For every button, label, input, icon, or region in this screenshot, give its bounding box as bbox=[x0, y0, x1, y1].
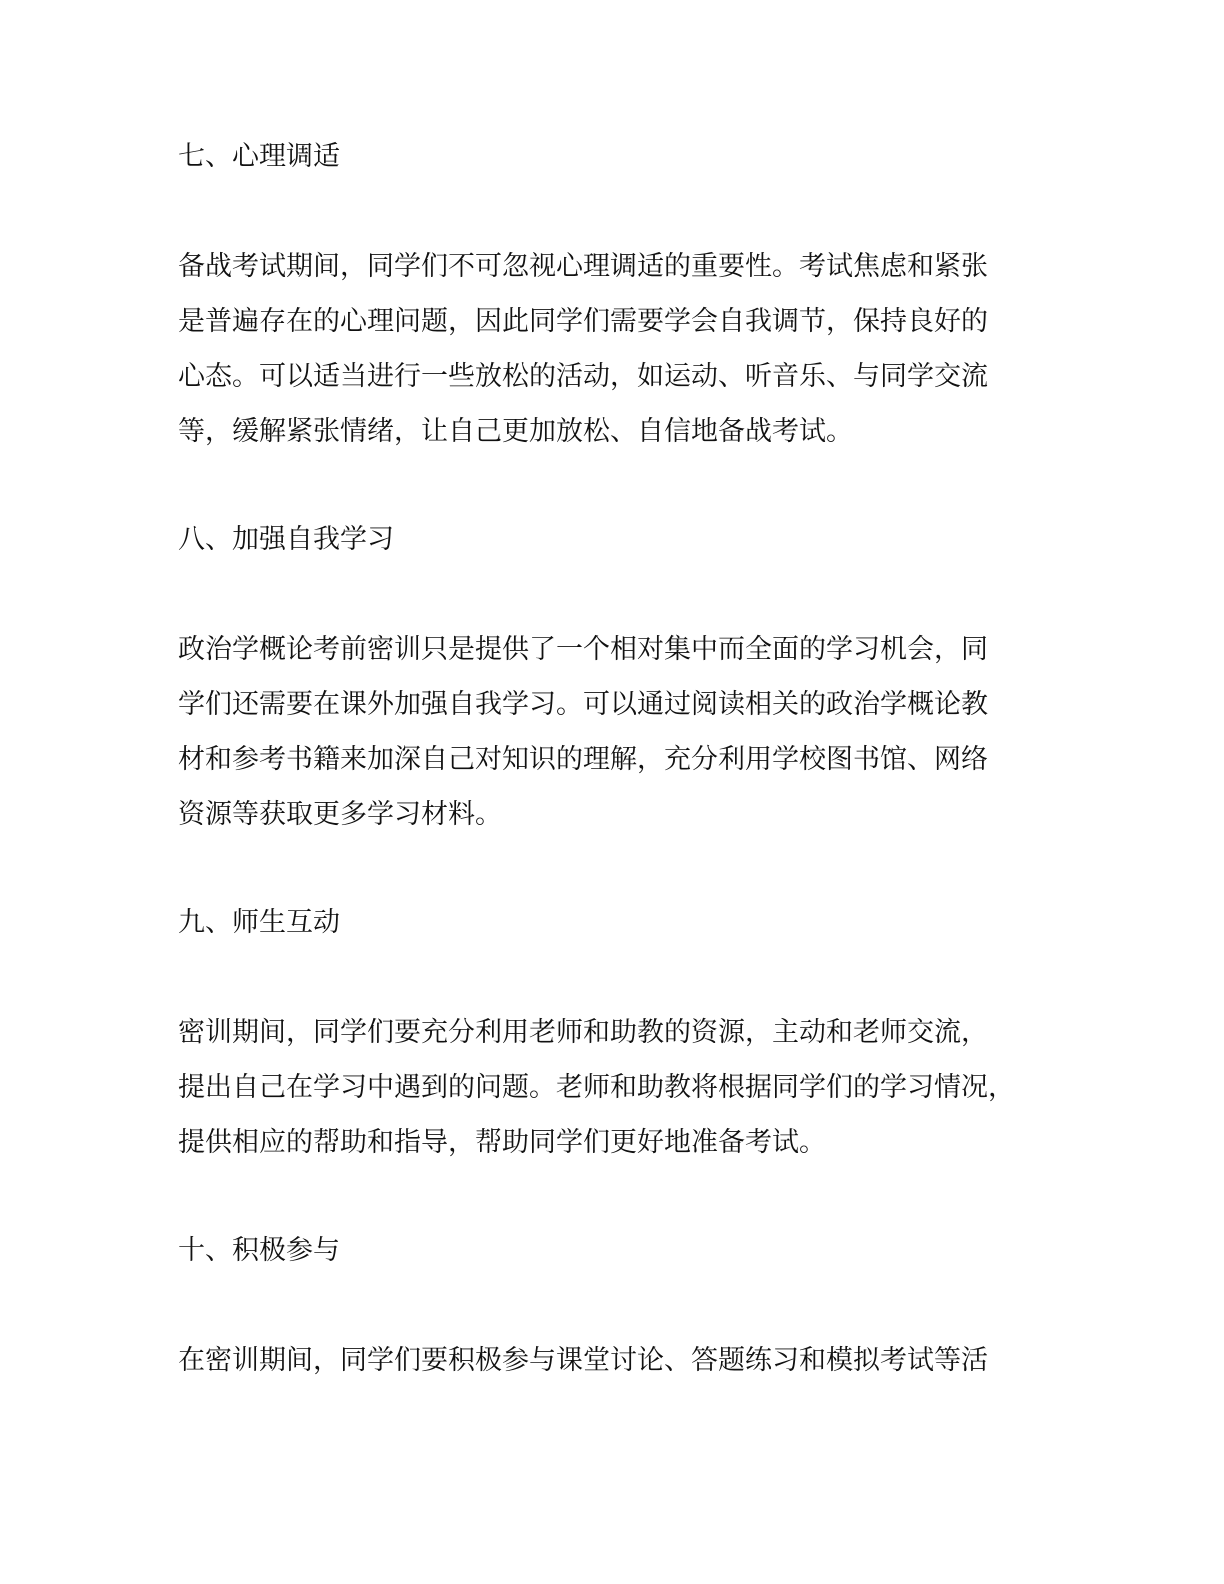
paragraph-line: 是普遍存在的心理问题，因此同学们需要学会自我调节，保持良好的 bbox=[178, 306, 988, 337]
paragraph-line: 在密训期间，同学们要积极参与课堂讨论、答题练习和模拟考试等活 bbox=[178, 1345, 988, 1376]
section-heading-7: 七、心理调适 bbox=[178, 141, 340, 172]
paragraph-line: 学们还需要在课外加强自我学习。可以通过阅读相关的政治学概论教 bbox=[178, 689, 988, 720]
paragraph-line: 密训期间，同学们要充分利用老师和助教的资源，主动和老师交流， bbox=[178, 1017, 988, 1048]
paragraph-line: 备战考试期间，同学们不可忽视心理调适的重要性。考试焦虑和紧张 bbox=[178, 251, 988, 282]
section-heading-10: 十、积极参与 bbox=[178, 1235, 340, 1266]
paragraph-line: 提供相应的帮助和指导，帮助同学们更好地准备考试。 bbox=[178, 1127, 826, 1158]
section-heading-8: 八、加强自我学习 bbox=[178, 524, 394, 555]
paragraph-line: 等，缓解紧张情绪，让自己更加放松、自信地备战考试。 bbox=[178, 416, 853, 447]
paragraph-line: 材和参考书籍来加深自己对知识的理解，充分利用学校图书馆、网络 bbox=[178, 744, 988, 775]
paragraph-line: 资源等获取更多学习材料。 bbox=[178, 799, 502, 830]
paragraph-line: 提出自己在学习中遇到的问题。老师和助教将根据同学们的学习情况， bbox=[178, 1072, 1015, 1103]
paragraph-line: 政治学概论考前密训只是提供了一个相对集中而全面的学习机会，同 bbox=[178, 634, 988, 665]
section-heading-9: 九、师生互动 bbox=[178, 907, 340, 938]
paragraph-line: 心态。可以适当进行一些放松的活动，如运动、听音乐、与同学交流 bbox=[178, 361, 988, 392]
